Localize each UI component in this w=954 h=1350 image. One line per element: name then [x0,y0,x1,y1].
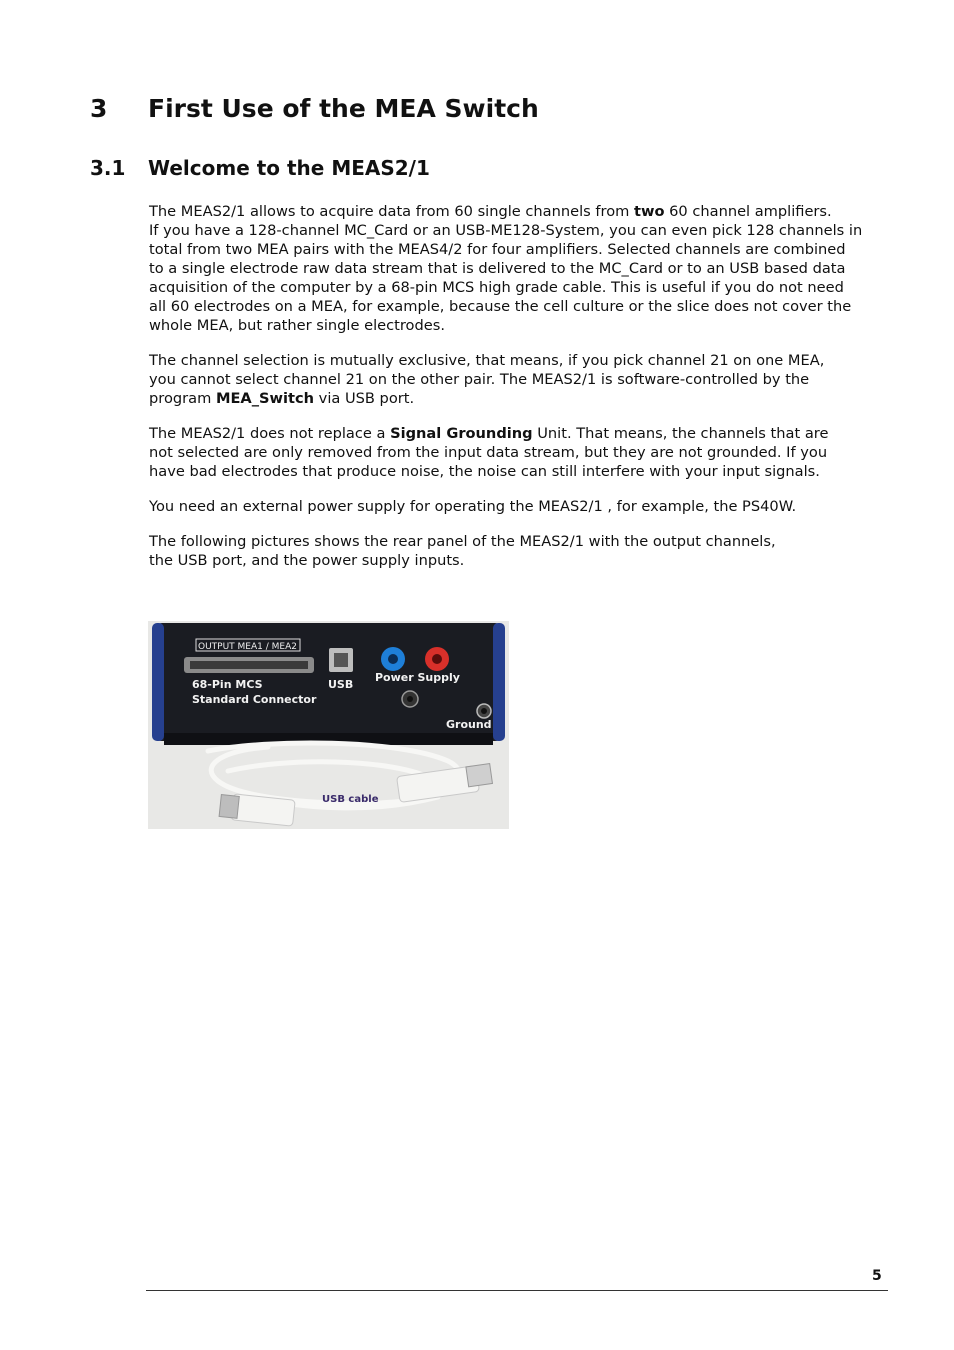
ground-label: Ground [446,718,492,731]
rear-panel-photo [148,621,509,829]
paragraph-grounding: The MEAS2/1 does not replace a Signal Grounding Unit. That means, the channels that are not selected are only removed from the input data stream, but they are not grounded. If you have bad electrodes that produce noise, the noise can still interfere with your input signals. [149,425,829,480]
chapter-number: 3 [90,94,108,123]
section-title: Welcome to the MEAS2/1 [148,156,430,180]
emphasis-two: two [634,203,665,220]
connector-label-line1: 68-Pin MCS [192,678,263,691]
chapter-title: First Use of the MEA Switch [148,94,539,123]
footer-divider [146,1290,888,1291]
paragraph-channel-selection: The channel selection is mutually exclusive, that means, if you pick channel 21 on one MEA, you cannot select channel 21 on the other pair. The MEAS2/1 is software-controlled by the program MEA_Switch via USB port. [149,352,825,407]
output-label: OUTPUT MEA1 / MEA2 [198,642,297,652]
connector-label-line2: Standard Connector [192,693,317,706]
paragraph-intro: The MEAS2/1 allows to acquire data from 60 single channels from two 60 channel amplifiers. If you have a 128-channel MC_Card or an USB-ME128-System, you can even pick 128 channels in total from two MEA pairs with the MEAS4/2 for four amplifiers. Selected channels are combined to a single electrode raw data stream that is delivered to the MC_Card or to an USB based data acquisition of the computer by a 68-pin MCS high grade cable. This is useful if you do not need all 60 electrodes on a MEA, for example, because the cell culture or the slice does not cover the whole MEA, but rather single electrodes. [149,203,863,334]
body-text [149,202,879,586]
paragraph-picture-intro: The following pictures shows the rear panel of the MEAS2/1 with the output channels, the USB port, and the power supply inputs. [149,533,776,569]
emphasis-signal-grounding: Signal Grounding [390,425,533,442]
page-number: 5 [872,1268,882,1284]
power-supply-label: Power Supply [375,671,460,684]
section-number: 3.1 [90,156,126,180]
section-heading [90,156,430,180]
paragraph-power-supply: You need an external power supply for operating the MEAS2/1 , for example, the PS40W. [149,498,797,515]
usb-cable-label: USB cable [322,794,379,805]
emphasis-mea-switch: MEA_Switch [215,390,315,407]
usb-label: USB [328,678,354,691]
chapter-heading [90,94,539,123]
rear-panel-illustration [148,621,509,829]
